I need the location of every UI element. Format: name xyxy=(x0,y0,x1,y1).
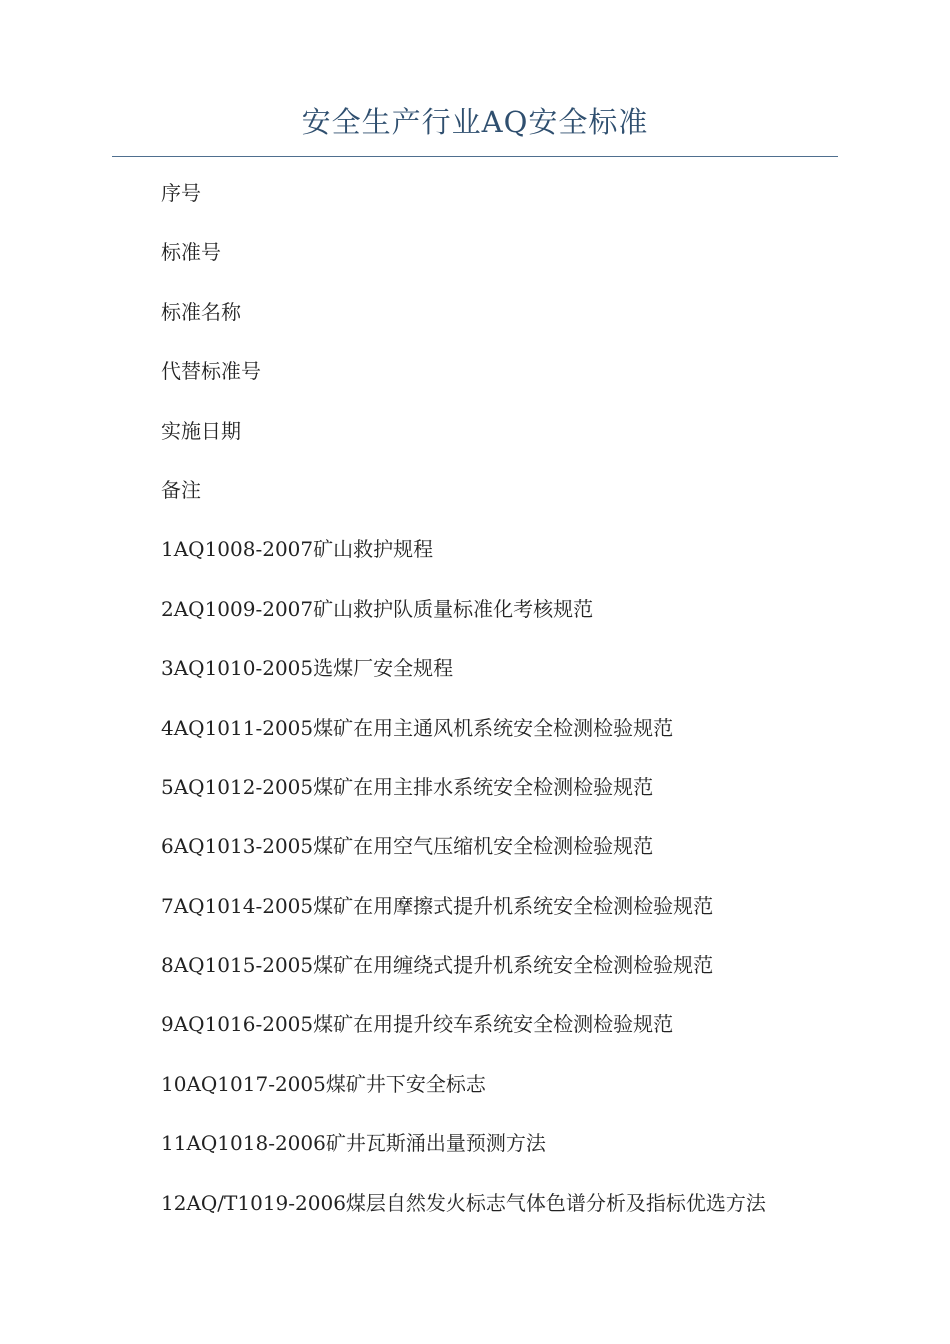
list-item: 11AQ1018-2006矿井瓦斯涌出量预测方法 xyxy=(161,1131,546,1156)
column-header-remarks: 备注 xyxy=(161,477,201,502)
list-item: 6AQ1013-2005煤矿在用空气压缩机安全检测检验规范 xyxy=(161,834,654,859)
list-item: 8AQ1015-2005煤矿在用缠绕式提升机系统安全检测检验规范 xyxy=(161,953,714,978)
list-item: 9AQ1016-2005煤矿在用提升绞车系统安全检测检验规范 xyxy=(161,1012,674,1037)
list-item: 1AQ1008-2007矿山救护规程 xyxy=(161,537,434,562)
column-header-serial: 序号 xyxy=(161,181,201,205)
list-item: 12AQ/T1019-2006煤层自然发火标志气体色谱分析及指标优选方法 xyxy=(161,1190,766,1215)
column-header-replaced-standard: 代替标准号 xyxy=(161,359,261,384)
column-header-standard-name: 标准名称 xyxy=(161,299,241,324)
list-item: 5AQ1012-2005煤矿在用主排水系统安全检测检验规范 xyxy=(161,774,654,799)
page-title: 安全生产行业AQ安全标准 xyxy=(301,105,649,139)
list-item: 7AQ1014-2005煤矿在用摩擦式提升机系统安全检测检验规范 xyxy=(161,893,714,918)
column-header-effective-date: 实施日期 xyxy=(161,418,241,443)
list-item: 2AQ1009-2007矿山救护队质量标准化考核规范 xyxy=(161,596,594,621)
content-list xyxy=(161,176,881,1245)
title-divider xyxy=(112,156,838,157)
list-item: 4AQ1011-2005煤矿在用主通风机系统安全检测检验规范 xyxy=(161,715,674,740)
list-item: 3AQ1010-2005选煤厂安全规程 xyxy=(161,656,454,681)
column-header-standard-number: 标准号 xyxy=(161,240,221,265)
list-item: 10AQ1017-2005煤矿井下安全标志 xyxy=(161,1071,486,1096)
